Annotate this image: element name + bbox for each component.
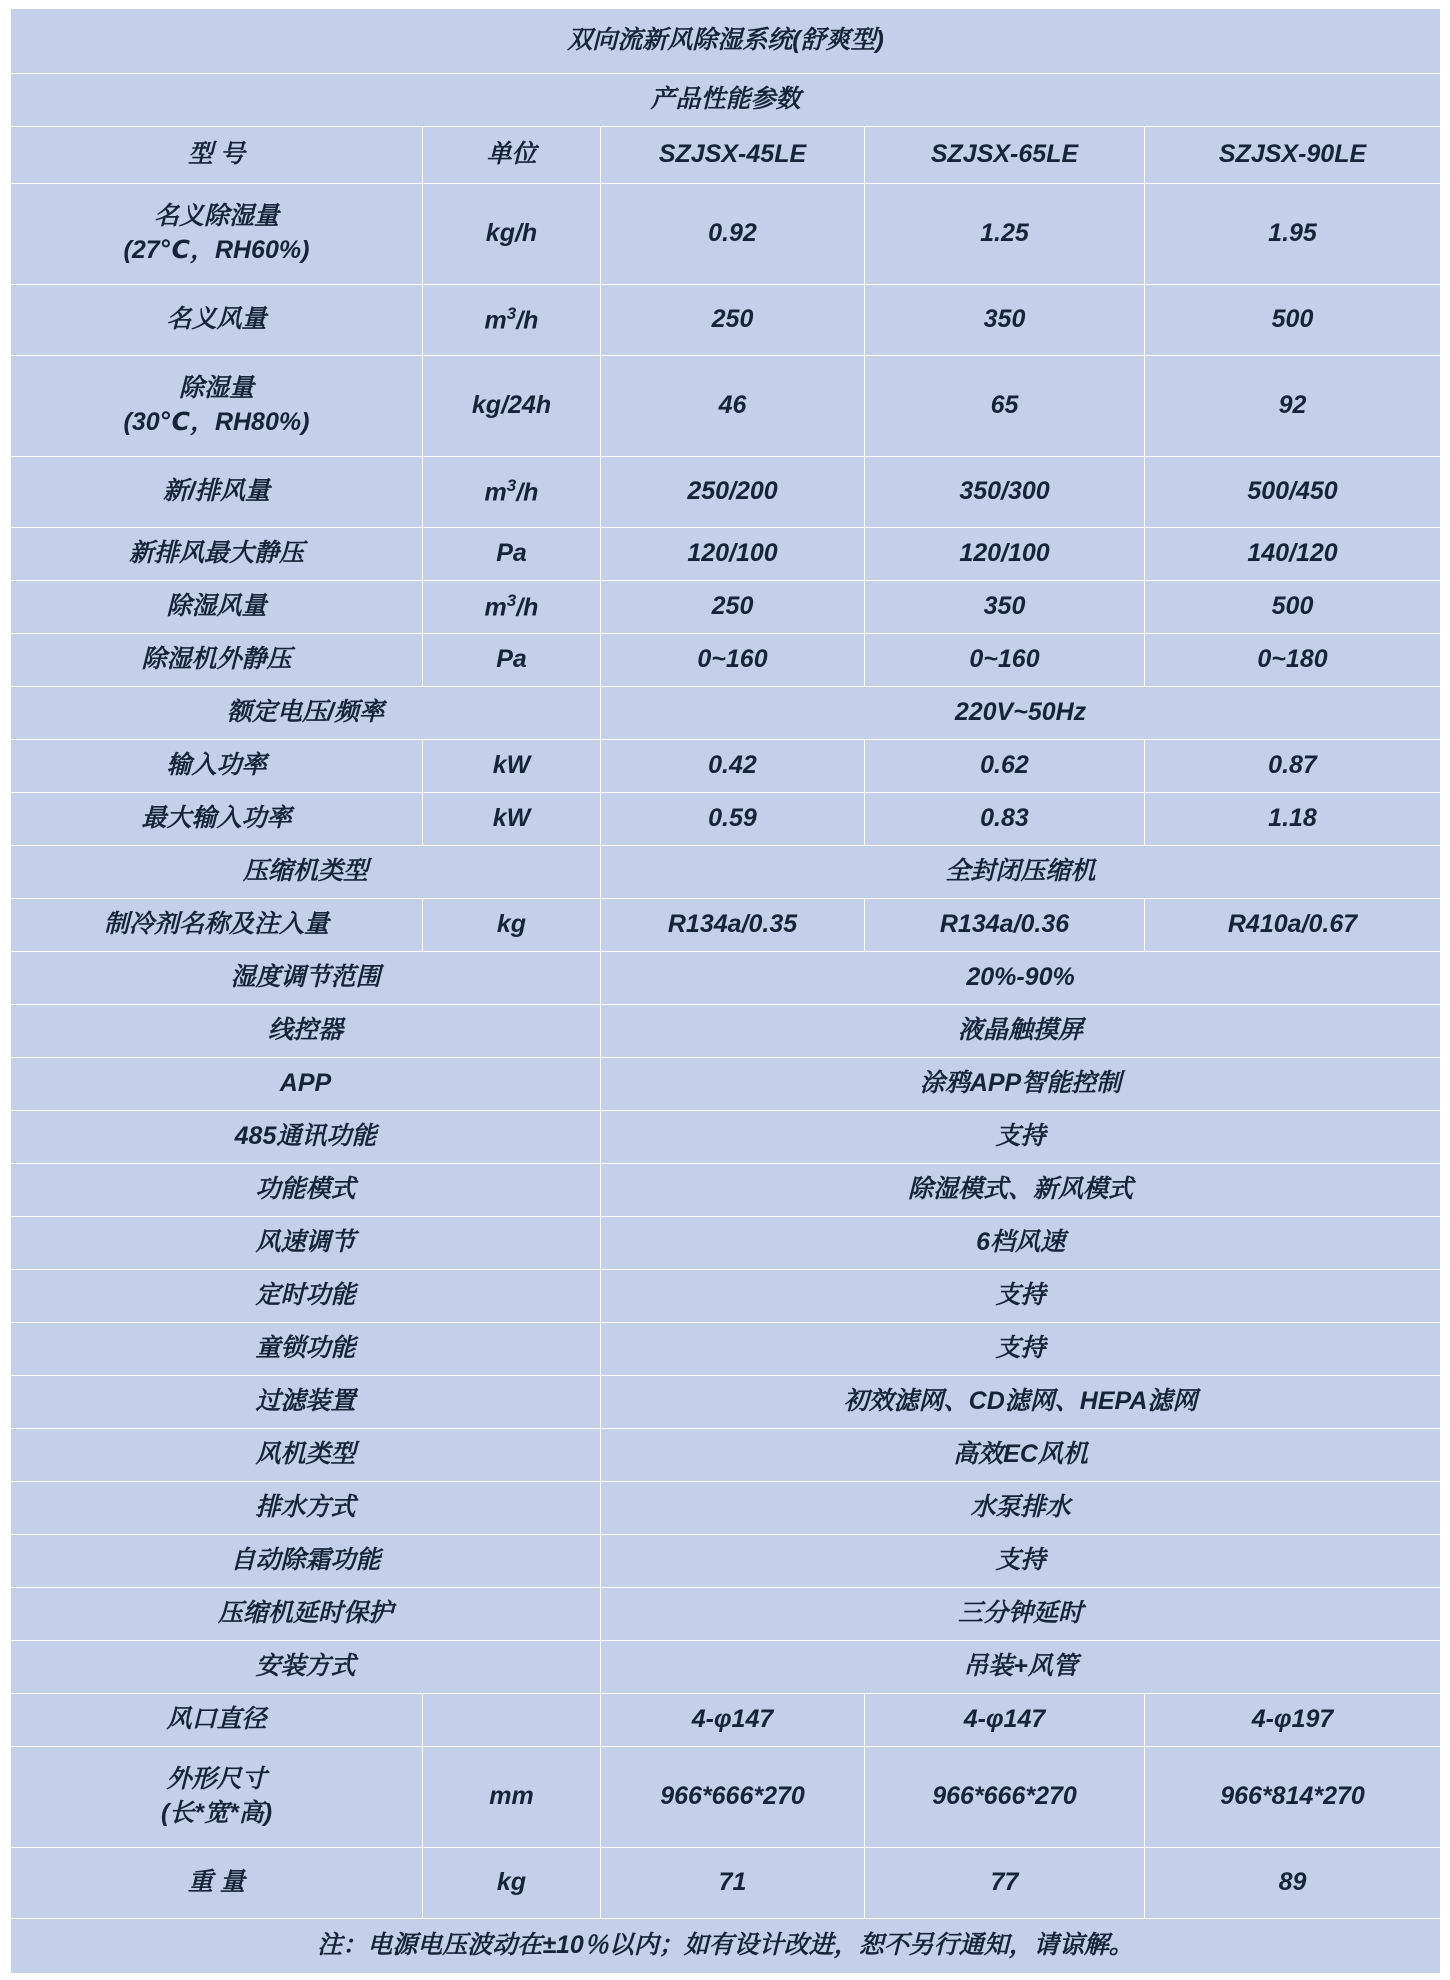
footnote-row [11,1919,1441,1974]
row-unit: $m^3/h$ [423,457,601,528]
table-title-row [11,9,1441,74]
row-value-merged: 吊装+风管 [601,1641,1441,1694]
row-value-1: 250 [601,285,865,356]
row-name: 最大输入功率 [11,793,423,846]
row-unit: mm [423,1747,601,1848]
header-unit-label: 单位 [423,127,601,184]
table-row [11,356,1441,457]
row-value-3: 92 [1145,356,1441,457]
row-value-3: 500 [1145,581,1441,634]
row-value-3: 966*814*270 [1145,1747,1441,1848]
row-value-2: 4-φ147 [865,1694,1145,1747]
row-name: 安装方式 [11,1641,601,1694]
row-value-3: 500 [1145,285,1441,356]
row-name: 额定电压/频率 [11,687,601,740]
row-value-merged: 支持 [601,1535,1441,1588]
row-value-3: 4-φ197 [1145,1694,1441,1747]
table-row [11,457,1441,528]
row-unit [423,1694,601,1747]
row-name: 风机类型 [11,1429,601,1482]
row-name-line1: 除湿量 [178,374,254,403]
header-model-label: 型 号 [11,127,423,184]
row-value-merged: 高效EC风机 [601,1429,1441,1482]
row-value-merged: 全封闭压缩机 [601,846,1441,899]
spec-table [10,8,1441,1974]
row-name: 制冷剂名称及注入量 [11,899,423,952]
row-name: 排水方式 [11,1482,601,1535]
table-row [11,528,1441,581]
table-row [11,184,1441,285]
row-value-merged: 6档风速 [601,1217,1441,1270]
row-value-3: 1.18 [1145,793,1441,846]
row-value-1: 0.59 [601,793,865,846]
row-name: 童锁功能 [11,1323,601,1376]
row-value-3: 0.87 [1145,740,1441,793]
row-name: 新/排风量 [11,457,423,528]
row-name [11,356,423,457]
row-value-2: 65 [865,356,1145,457]
table-row [11,740,1441,793]
row-unit: $m^3/h$ [423,581,601,634]
row-name: 重 量 [11,1848,423,1919]
table-row [11,581,1441,634]
row-value-2: 0.83 [865,793,1145,846]
row-name: 功能模式 [11,1164,601,1217]
table-row [11,1323,1441,1376]
row-name-line1: 外形尺寸 [166,1765,267,1794]
row-unit: Pa [423,634,601,687]
header-model-3: SZJSX-90LE [1145,127,1441,184]
header-model-2: SZJSX-65LE [865,127,1145,184]
row-name: 名义风量 [11,285,423,356]
row-value-1: 966*666*270 [601,1747,865,1848]
row-value-2: 350/300 [865,457,1145,528]
row-name: 风口直径 [11,1694,423,1747]
row-value-2: 0.62 [865,740,1145,793]
row-name-line2: (30℃，RH80%) [123,408,310,436]
row-value-2: 966*666*270 [865,1747,1145,1848]
row-unit: kg [423,1848,601,1919]
row-name: 湿度调节范围 [11,952,601,1005]
row-value-1: 0.42 [601,740,865,793]
table-subtitle-row [11,74,1441,127]
row-name: 定时功能 [11,1270,601,1323]
table-row [11,846,1441,899]
row-value-2: 77 [865,1848,1145,1919]
document-subtitle: 产品性能参数 [11,74,1441,127]
row-value-1: 4-φ147 [601,1694,865,1747]
table-row [11,1111,1441,1164]
table-row [11,1005,1441,1058]
table-row [11,952,1441,1005]
row-unit: kW [423,740,601,793]
row-name: 485通讯功能 [11,1111,601,1164]
row-name-line2: (长*宽*高) [160,1799,273,1827]
row-name: 压缩机类型 [11,846,601,899]
row-unit: kg/h [423,184,601,285]
row-name: 新排风最大静压 [11,528,423,581]
row-unit: kW [423,793,601,846]
row-value-merged: 涂鸦APP智能控制 [601,1058,1441,1111]
row-value-1: 250 [601,581,865,634]
table-row [11,1694,1441,1747]
row-unit: kg/24h [423,356,601,457]
header-model-1: SZJSX-45LE [601,127,865,184]
row-name: 线控器 [11,1005,601,1058]
row-name-line1: 名义除湿量 [153,202,279,231]
spec-table-body [11,9,1441,1974]
row-value-2: 350 [865,581,1145,634]
row-name [11,184,423,285]
row-value-2: 120/100 [865,528,1145,581]
row-unit: kg [423,899,601,952]
table-row [11,1376,1441,1429]
row-value-merged: 支持 [601,1111,1441,1164]
row-value-merged: 三分钟延时 [601,1588,1441,1641]
table-row [11,1058,1441,1111]
row-value-3: 1.95 [1145,184,1441,285]
table-header-row [11,127,1441,184]
row-value-1: 120/100 [601,528,865,581]
row-value-merged: 220V~50Hz [601,687,1441,740]
row-value-3: 140/120 [1145,528,1441,581]
table-row [11,1588,1441,1641]
row-value-2: R134a/0.36 [865,899,1145,952]
row-value-1: 0~160 [601,634,865,687]
table-row [11,1164,1441,1217]
row-value-merged: 液晶触摸屏 [601,1005,1441,1058]
document-title: 双向流新风除湿系统(舒爽型) [11,9,1441,74]
row-value-merged: 初效滤网、CD滤网、HEPA滤网 [601,1376,1441,1429]
row-value-2: 350 [865,285,1145,356]
table-row [11,1217,1441,1270]
row-value-merged: 20%-90% [601,952,1441,1005]
table-row [11,1641,1441,1694]
row-name-line2: (27℃，RH60%) [123,236,310,264]
table-row [11,1535,1441,1588]
row-name: 压缩机延时保护 [11,1588,601,1641]
footnote-text: 注：电源电压波动在±10％以内；如有设计改进，恕不另行通知，请谅解。 [11,1919,1441,1974]
row-name: 除湿风量 [11,581,423,634]
row-value-3: 500/450 [1145,457,1441,528]
row-value-merged: 水泵排水 [601,1482,1441,1535]
row-value-1: 46 [601,356,865,457]
table-row [11,1848,1441,1919]
row-unit: Pa [423,528,601,581]
table-row [11,1270,1441,1323]
row-name: 风速调节 [11,1217,601,1270]
table-row [11,634,1441,687]
row-value-3: R410a/0.67 [1145,899,1441,952]
row-name [11,1747,423,1848]
row-value-1: R134a/0.35 [601,899,865,952]
row-value-1: 0.92 [601,184,865,285]
row-value-2: 1.25 [865,184,1145,285]
row-name: 输入功率 [11,740,423,793]
row-value-1: 250/200 [601,457,865,528]
row-name: 自动除霜功能 [11,1535,601,1588]
row-value-3: 89 [1145,1848,1441,1919]
table-row [11,285,1441,356]
row-unit: $m^3/h$ [423,285,601,356]
row-value-merged: 支持 [601,1323,1441,1376]
table-row [11,687,1441,740]
row-value-merged: 除湿模式、新风模式 [601,1164,1441,1217]
table-row [11,1482,1441,1535]
row-value-2: 0~160 [865,634,1145,687]
row-value-1: 71 [601,1848,865,1919]
row-name: APP [11,1058,601,1111]
row-value-3: 0~180 [1145,634,1441,687]
table-row [11,1747,1441,1848]
row-name: 过滤装置 [11,1376,601,1429]
table-row [11,793,1441,846]
row-value-merged: 支持 [601,1270,1441,1323]
table-row [11,899,1441,952]
row-name: 除湿机外静压 [11,634,423,687]
table-row [11,1429,1441,1482]
